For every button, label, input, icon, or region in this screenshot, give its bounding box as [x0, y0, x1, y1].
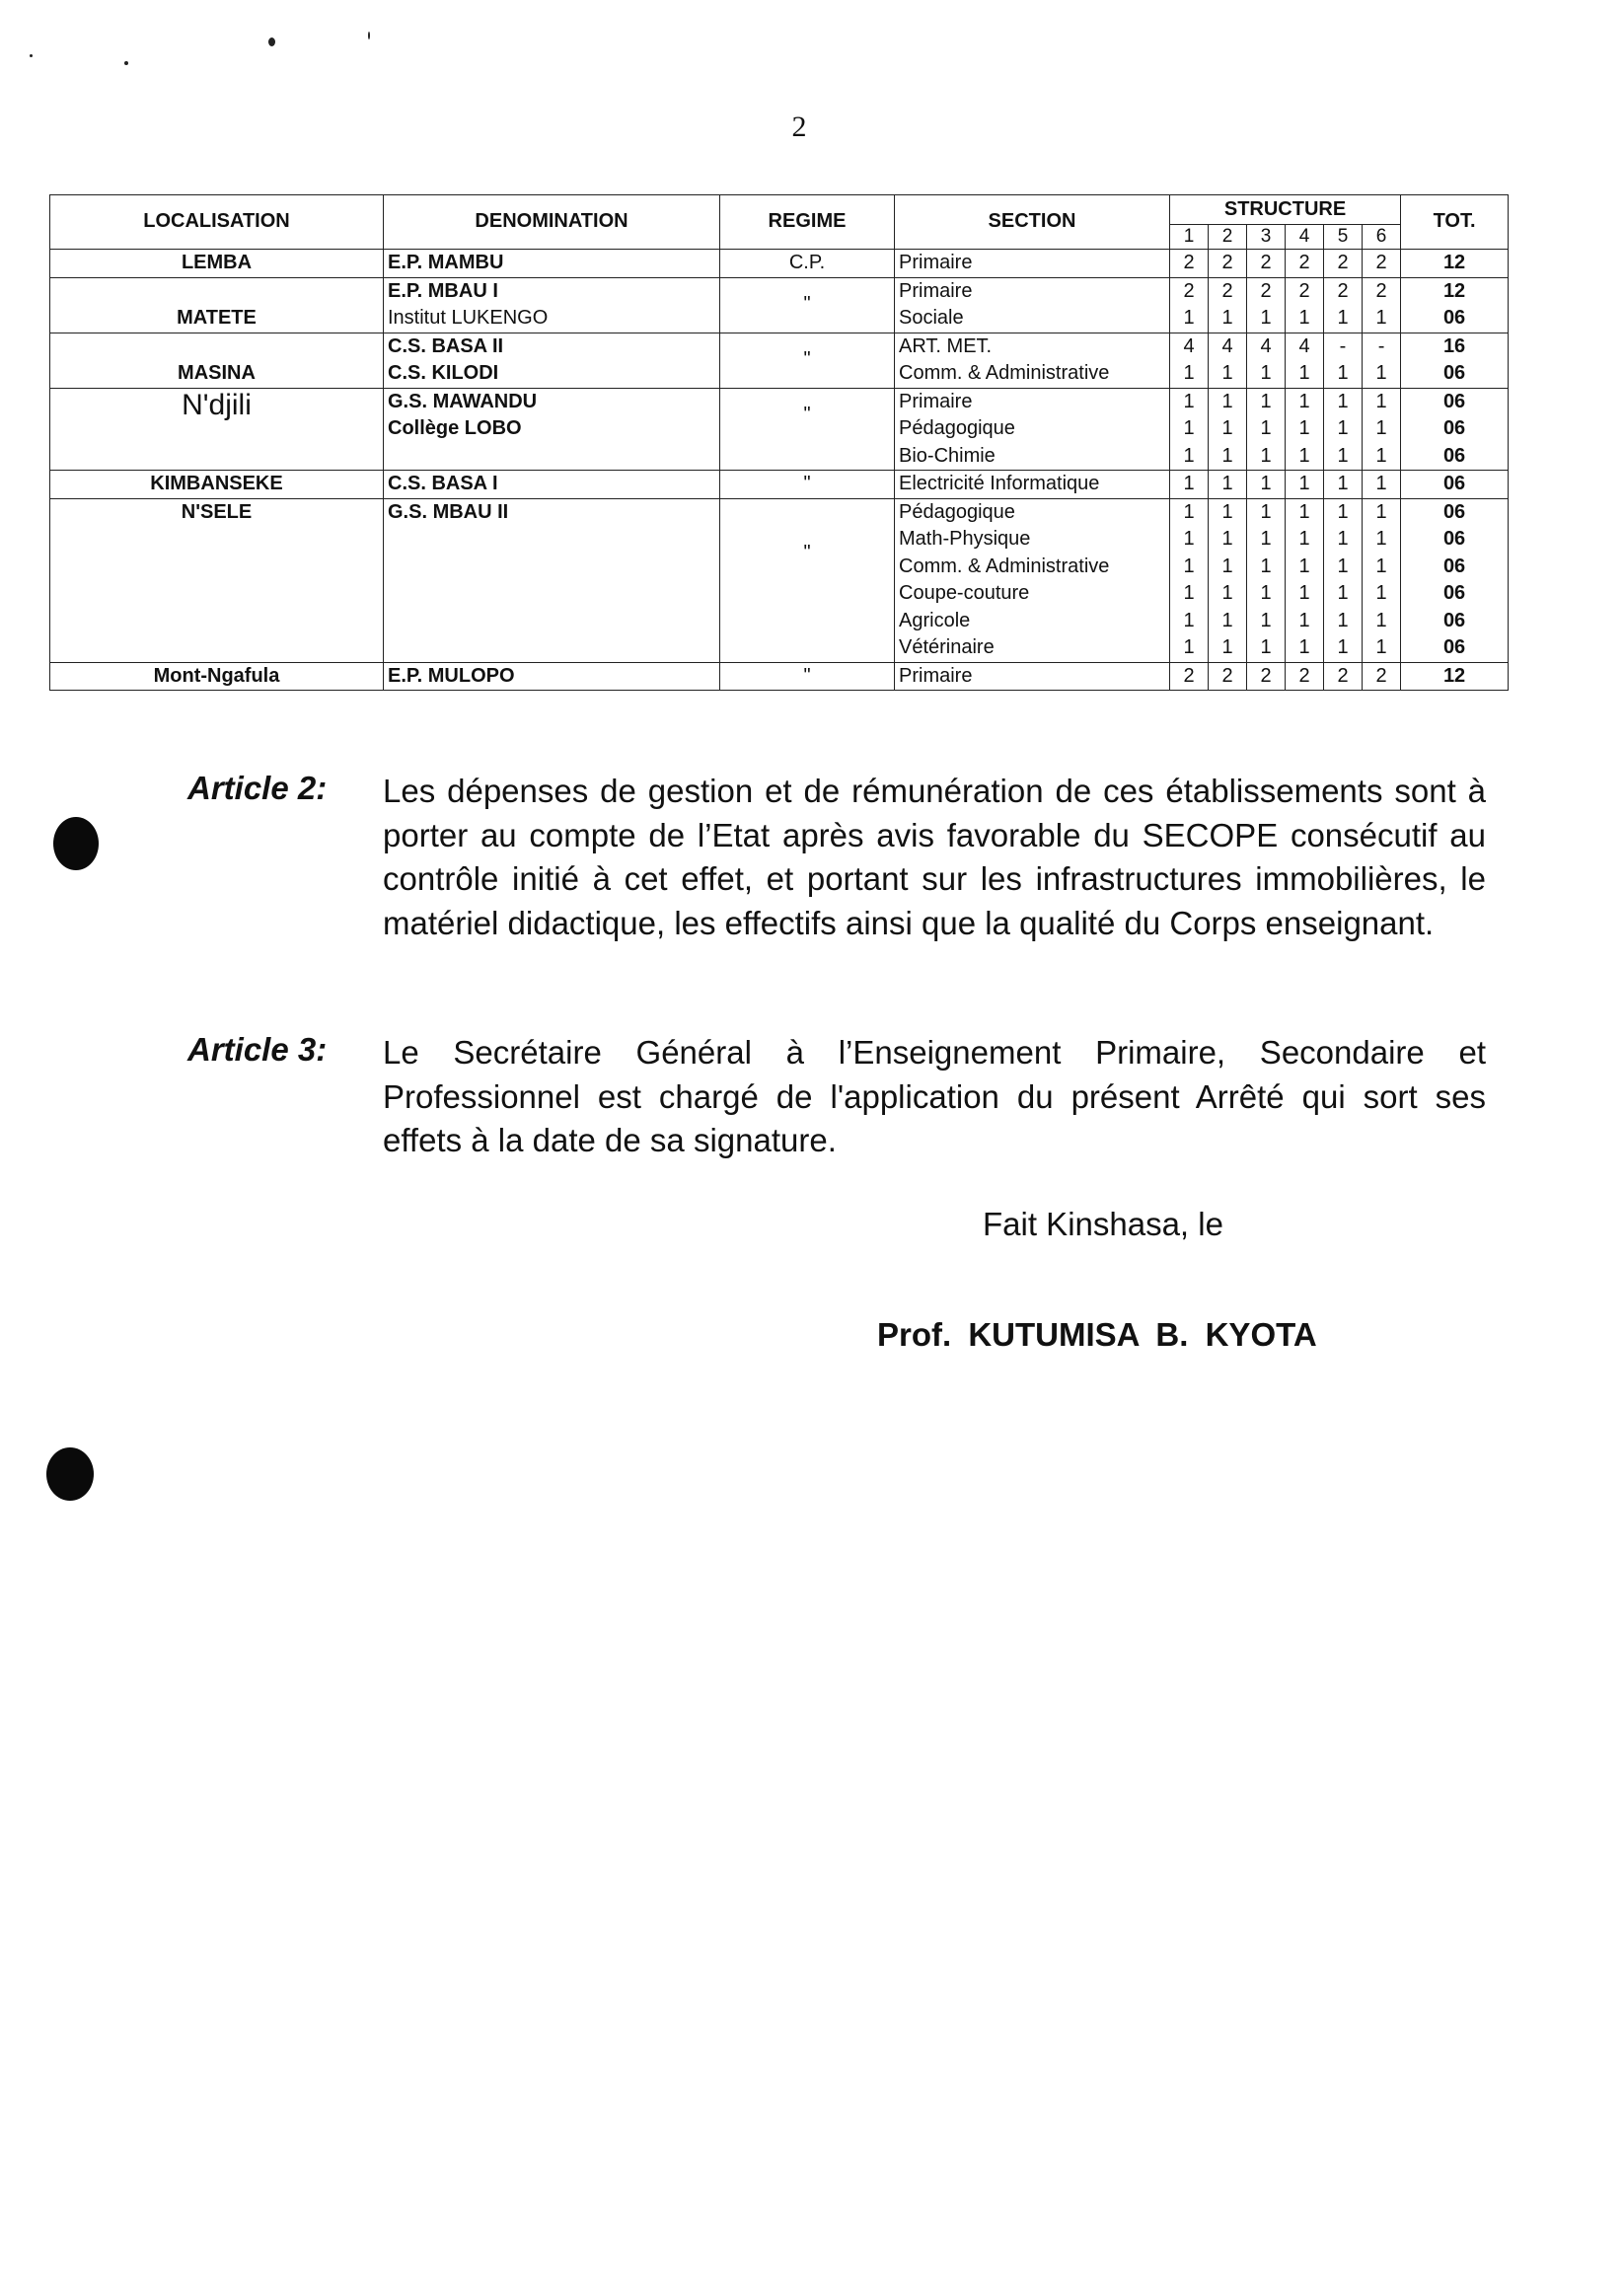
table-row [50, 471, 1509, 499]
cell-section [895, 250, 1170, 278]
structure-value: 1 [1298, 555, 1310, 577]
scan-speck [30, 54, 33, 57]
regime-text: " [803, 541, 811, 563]
cell-structure [1286, 662, 1324, 691]
structure-value: 1 [1298, 307, 1310, 329]
structure-value: 1 [1337, 473, 1349, 494]
structure-value: 4 [1260, 334, 1272, 357]
regime-text: C.P. [788, 252, 826, 273]
cell-structure [1286, 277, 1324, 333]
table-row [50, 662, 1509, 691]
cell-denomination [384, 277, 720, 333]
cell-structure [1286, 333, 1324, 388]
structure-value: 1 [1337, 500, 1349, 523]
structure-value: 1 [1221, 555, 1233, 577]
structure-value: 2 [1183, 252, 1195, 273]
structure-value: 1 [1375, 609, 1387, 631]
scan-speck [368, 32, 370, 39]
cell-section [895, 277, 1170, 333]
cell-structure [1363, 277, 1401, 333]
structure-value: 2 [1298, 279, 1310, 302]
structure-value: 1 [1183, 582, 1195, 604]
structure-value: 1 [1221, 444, 1233, 467]
denomination-text: Institut LUKENGO [388, 307, 549, 329]
localisation-text: KIMBANSEKE [150, 473, 283, 494]
establishments-table [49, 194, 1509, 691]
cell-structure [1324, 388, 1363, 471]
structure-value: 2 [1183, 664, 1195, 687]
structure-value: 1 [1221, 609, 1233, 631]
structure-value: 2 [1183, 279, 1195, 302]
cell-regime [720, 471, 895, 499]
cell-structure [1363, 250, 1401, 278]
structure-col-header: 3 [1247, 225, 1286, 250]
cell-localisation [50, 250, 384, 278]
place-date-line: Fait Kinshasa, le [983, 1206, 1223, 1242]
structure-value: 1 [1337, 636, 1349, 658]
structure-value: 1 [1221, 362, 1233, 384]
structure-value: 2 [1337, 664, 1349, 687]
cell-regime [720, 250, 895, 278]
structure-value: 2 [1260, 664, 1272, 687]
cell-total [1401, 250, 1509, 278]
cell-structure [1170, 388, 1209, 471]
structure-value: 2 [1260, 279, 1272, 302]
punch-hole [46, 1447, 94, 1501]
regime-text: " [803, 473, 811, 494]
regime-text: " [803, 293, 811, 316]
localisation-text: LEMBA [181, 252, 253, 273]
total-value: 06 [1442, 417, 1466, 439]
scan-speck [268, 37, 275, 46]
cell-structure [1209, 662, 1247, 691]
localisation-text: N'SELE [181, 500, 253, 523]
structure-value: 2 [1221, 279, 1233, 302]
section-text: Comm. & Administrative [899, 362, 1110, 384]
structure-value: 1 [1375, 500, 1387, 523]
cell-structure [1363, 498, 1401, 662]
structure-value: 1 [1260, 528, 1272, 550]
structure-value: 1 [1260, 362, 1272, 384]
cell-structure [1209, 471, 1247, 499]
structure-col-header: 2 [1209, 225, 1247, 250]
cell-structure [1363, 471, 1401, 499]
structure-value: 1 [1260, 500, 1272, 523]
structure-value: 1 [1337, 444, 1349, 467]
structure-value: 1 [1260, 307, 1272, 329]
structure-value: 1 [1298, 362, 1310, 384]
cell-structure [1286, 498, 1324, 662]
structure-value: 2 [1375, 664, 1387, 687]
cell-structure [1324, 277, 1363, 333]
cell-structure [1363, 662, 1401, 691]
section-text: Pédagogique [899, 500, 1015, 523]
structure-value: 4 [1183, 334, 1195, 357]
structure-value: 1 [1260, 417, 1272, 439]
section-text: Primaire [899, 390, 973, 412]
cell-denomination [384, 250, 720, 278]
total-value: 06 [1442, 582, 1466, 604]
structure-value: 1 [1183, 555, 1195, 577]
cell-structure [1170, 277, 1209, 333]
structure-value: 1 [1183, 636, 1195, 658]
localisation-text: N'djili [182, 388, 252, 421]
structure-value: 1 [1375, 555, 1387, 577]
total-value: 06 [1442, 473, 1466, 494]
structure-value: 1 [1375, 417, 1387, 439]
structure-value: 1 [1221, 473, 1233, 494]
cell-structure [1170, 498, 1209, 662]
cell-total [1401, 662, 1509, 691]
cell-denomination [384, 333, 720, 388]
structure-value: 1 [1260, 582, 1272, 604]
structure-value: 2 [1375, 252, 1387, 273]
total-value: 06 [1442, 528, 1466, 550]
header-section: SECTION [895, 195, 1170, 250]
total-value: 06 [1442, 636, 1466, 658]
denomination-text: C.S. BASA I [388, 473, 498, 494]
cell-section [895, 471, 1170, 499]
denomination-text: Collège LOBO [388, 417, 522, 439]
cell-structure [1247, 498, 1286, 662]
denomination-text: G.S. MBAU II [388, 500, 509, 523]
section-text: ART. MET. [899, 334, 993, 357]
article-2-text: Les dépenses de gestion et de rémunération de ces établissements sont à porter au compte de l’Etat après avis favorable du SECOPE consécutif au contrôle initié à cet effet, et portant sur les infrastructures immobilières, le matériel didactique, les effectifs ainsi que la qualité du Corps enseignant. [383, 773, 1486, 941]
cell-structure [1286, 250, 1324, 278]
structure-value: 1 [1260, 473, 1272, 494]
regime-text: " [803, 664, 811, 687]
punch-hole [53, 817, 99, 870]
total-value: 12 [1442, 252, 1466, 273]
cell-structure [1170, 662, 1209, 691]
structure-value: 4 [1221, 334, 1233, 357]
structure-col-header: 4 [1286, 225, 1324, 250]
structure-value: 1 [1298, 500, 1310, 523]
structure-value: 1 [1183, 307, 1195, 329]
cell-structure [1209, 333, 1247, 388]
structure-value: 2 [1260, 252, 1272, 273]
total-value: 16 [1442, 334, 1466, 357]
structure-value: 1 [1375, 636, 1387, 658]
article-3-text: Le Secrétaire Général à l’Enseignement Primaire, Secondaire et Professionnel est chargé de l'application du présent Arrêté qui sort ses effets à la date de sa signature. [383, 1034, 1486, 1158]
cell-structure [1247, 250, 1286, 278]
structure-value: 1 [1337, 555, 1349, 577]
structure-value: 1 [1298, 417, 1310, 439]
structure-value: 1 [1337, 390, 1349, 412]
cell-structure [1363, 388, 1401, 471]
structure-value: 1 [1221, 307, 1233, 329]
cell-structure [1247, 333, 1286, 388]
header-denomination: DENOMINATION [384, 195, 720, 250]
cell-structure [1170, 333, 1209, 388]
structure-value: 1 [1375, 390, 1387, 412]
localisation-text: Mont-Ngafula [153, 664, 280, 687]
cell-total [1401, 388, 1509, 471]
cell-structure [1324, 498, 1363, 662]
table-row [50, 388, 1509, 471]
total-value: 06 [1442, 362, 1466, 384]
cell-denomination [384, 471, 720, 499]
section-text: Bio-Chimie [899, 444, 996, 467]
section-text: Agricole [899, 609, 971, 631]
total-value: 06 [1442, 500, 1466, 523]
cell-denomination [384, 388, 720, 471]
cell-localisation [50, 498, 384, 662]
structure-value: 1 [1375, 362, 1387, 384]
cell-section [895, 388, 1170, 471]
localisation-text: MATETE [177, 307, 257, 329]
regime-text: " [803, 404, 811, 426]
cell-total [1401, 333, 1509, 388]
structure-value: 4 [1298, 334, 1310, 357]
total-value: 06 [1442, 307, 1466, 329]
cell-structure [1209, 250, 1247, 278]
section-text: Math-Physique [899, 528, 1031, 550]
total-value: 06 [1442, 555, 1466, 577]
structure-value: 1 [1260, 555, 1272, 577]
article-3-label: Article 3: [187, 1031, 328, 1068]
structure-value: 1 [1183, 500, 1195, 523]
structure-value: 1 [1260, 390, 1272, 412]
cell-structure [1324, 471, 1363, 499]
section-text: Primaire [899, 664, 973, 687]
total-value: 12 [1442, 664, 1466, 687]
cell-structure [1324, 333, 1363, 388]
cell-section [895, 498, 1170, 662]
page-number: 2 [791, 111, 807, 143]
structure-value: 1 [1183, 390, 1195, 412]
structure-value: 2 [1337, 252, 1349, 273]
section-text: Coupe-couture [899, 582, 1030, 604]
cell-localisation [50, 471, 384, 499]
section-text: Primaire [899, 279, 973, 302]
scan-speck [124, 61, 128, 65]
denomination-text: E.P. MULOPO [388, 664, 515, 687]
structure-value: 1 [1375, 528, 1387, 550]
cell-structure [1209, 388, 1247, 471]
article-2-label: Article 2: [187, 770, 328, 806]
structure-value: 1 [1337, 582, 1349, 604]
structure-value: 1 [1260, 444, 1272, 467]
structure-value: 2 [1298, 664, 1310, 687]
cell-localisation [50, 277, 384, 333]
header-tot: TOT. [1401, 195, 1509, 250]
cell-total [1401, 498, 1509, 662]
section-text: Vétérinaire [899, 636, 995, 658]
cell-structure [1209, 498, 1247, 662]
structure-value: 1 [1298, 390, 1310, 412]
denomination-text: E.P. MBAU I [388, 279, 498, 302]
section-text: Comm. & Administrative [899, 555, 1110, 577]
structure-value: 1 [1298, 582, 1310, 604]
cell-localisation [50, 333, 384, 388]
structure-value: 1 [1298, 528, 1310, 550]
cell-regime [720, 498, 895, 662]
cell-structure [1247, 388, 1286, 471]
cell-structure [1170, 250, 1209, 278]
cell-structure [1170, 471, 1209, 499]
structure-value: 1 [1221, 582, 1233, 604]
structure-value: 1 [1337, 417, 1349, 439]
cell-structure [1324, 662, 1363, 691]
structure-value: 1 [1375, 307, 1387, 329]
cell-structure [1286, 471, 1324, 499]
cell-section [895, 333, 1170, 388]
structure-value: 1 [1183, 417, 1195, 439]
signatory-name: Prof. KUTUMISA B. KYOTA [877, 1316, 1317, 1353]
structure-value: 1 [1183, 528, 1195, 550]
total-value: 06 [1442, 390, 1466, 412]
structure-value: - [1377, 334, 1385, 357]
total-value: 06 [1442, 609, 1466, 631]
cell-localisation [50, 388, 384, 471]
cell-regime [720, 662, 895, 691]
table-row [50, 498, 1509, 662]
header-localisation: LOCALISATION [50, 195, 384, 250]
structure-col-header: 6 [1363, 225, 1401, 250]
cell-denomination [384, 498, 720, 662]
structure-value: 2 [1298, 252, 1310, 273]
denomination-text: C.S. BASA II [388, 334, 504, 357]
table-row [50, 250, 1509, 278]
cell-localisation [50, 662, 384, 691]
table-row [50, 333, 1509, 388]
denomination-text: G.S. MAWANDU [388, 390, 538, 412]
cell-structure [1286, 388, 1324, 471]
structure-value: 1 [1298, 609, 1310, 631]
section-text: Primaire [899, 252, 973, 273]
structure-value: 2 [1221, 252, 1233, 273]
structure-value: 1 [1221, 417, 1233, 439]
denomination-text: C.S. KILODI [388, 362, 499, 384]
cell-regime [720, 333, 895, 388]
section-text: Sociale [899, 307, 964, 329]
structure-value: 1 [1337, 528, 1349, 550]
structure-value: 1 [1183, 362, 1195, 384]
structure-value: - [1339, 334, 1347, 357]
cell-total [1401, 471, 1509, 499]
structure-value: 1 [1183, 609, 1195, 631]
structure-value: 1 [1298, 636, 1310, 658]
structure-value: 1 [1183, 473, 1195, 494]
structure-value: 1 [1337, 307, 1349, 329]
structure-value: 1 [1298, 473, 1310, 494]
structure-value: 2 [1337, 279, 1349, 302]
regime-text: " [803, 348, 811, 371]
structure-value: 1 [1183, 444, 1195, 467]
structure-value: 1 [1221, 390, 1233, 412]
cell-section [895, 662, 1170, 691]
structure-col-header: 5 [1324, 225, 1363, 250]
cell-structure [1247, 471, 1286, 499]
cell-structure [1324, 250, 1363, 278]
cell-structure [1247, 277, 1286, 333]
section-text: Electricité Informatique [899, 473, 1100, 494]
cell-structure [1209, 277, 1247, 333]
cell-structure [1247, 662, 1286, 691]
structure-value: 1 [1298, 444, 1310, 467]
localisation-text: MASINA [178, 362, 256, 384]
header-regime: REGIME [720, 195, 895, 250]
structure-value: 1 [1221, 500, 1233, 523]
cell-regime [720, 277, 895, 333]
cell-structure [1363, 333, 1401, 388]
structure-value: 1 [1221, 636, 1233, 658]
table-row [50, 277, 1509, 333]
structure-value: 1 [1337, 362, 1349, 384]
structure-value: 1 [1337, 609, 1349, 631]
header-structure: STRUCTURE [1170, 195, 1401, 225]
total-value: 12 [1442, 279, 1466, 302]
structure-value: 1 [1375, 444, 1387, 467]
section-text: Pédagogique [899, 417, 1015, 439]
structure-value: 1 [1375, 473, 1387, 494]
cell-denomination [384, 662, 720, 691]
cell-total [1401, 277, 1509, 333]
structure-value: 1 [1375, 582, 1387, 604]
structure-value: 2 [1221, 664, 1233, 687]
structure-value: 1 [1260, 636, 1272, 658]
structure-value: 2 [1375, 279, 1387, 302]
total-value: 06 [1442, 444, 1466, 467]
cell-regime [720, 388, 895, 471]
denomination-text: E.P. MAMBU [388, 252, 504, 273]
structure-value: 1 [1260, 609, 1272, 631]
structure-col-header: 1 [1170, 225, 1209, 250]
structure-value: 1 [1221, 528, 1233, 550]
